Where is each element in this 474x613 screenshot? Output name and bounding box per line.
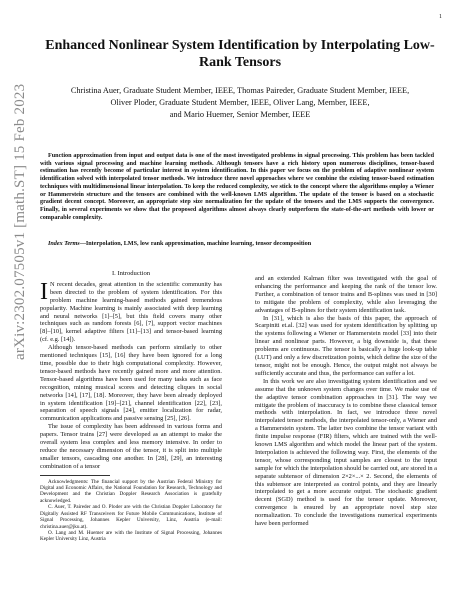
intro-paragraph-1 (40, 278, 222, 344)
intro-paragraph-4: and an extended Kalman filter was investigated with the goal of enhancing the performance and keeping the rank of the tensor low. Further, a combination of tensor trains and B-splines was used in [30] to mitigate the problem of complexity, while also leveraging the advantages of B-splines for their system identification task. (255, 275, 437, 314)
intro-paragraph-2: Although tensor-based methods can perform similarly to other mentioned techniques [15], [16] they have been ignored for a long time, possible due to their high computational complexity. However, tensor-based methods have recently gained more and more attention. Tensor-based algorithms have been used for many tasks such as face recognition, mining musical scores and detecting cliques in social networks [14], [17], [18]. Moreover, they have been already deployed in system identification [19]–[21], channel identification [22], [23], separation of speech signals [24], emitter localization for radar, communication applications and passive sensing [25], [26]. (40, 344, 222, 423)
author-line-1: Christina Auer, Graduate Student Member, IEEE, Thomas Paireder, Graduate Student Member, IEEE, (70, 86, 410, 95)
drop-cap: I (40, 278, 48, 305)
intro-paragraph-6: In this work we are also investigating system identification and we assume that the unknown system changes over time. We make use of the adaptive tensor combination approaches in [31]. The way we mitigate the problem of inaccuracy is to combine these classical tensor methods with interpolation. In fact, we introduce three novel interpolated tensor methods, the interpolated tensor-only, a Wiener and a Hammerstein system. The latter two combine the tensor variant with finite impulse response (FIR) filters, which are trained with the well-known LMS algorithm and which model the linear part of the system. Interpolation is achieved the following way. First, the elements of the tensor, whose corresponding input samples are closest to the input sample for which the interpolation should be carried out, are stored in a separate subtensor of dimension 2×2×...× 2. Second, the elements of this subtensor are interpreted as control points, and they are linearly interpolated to get a more accurate output. The stochastic gradient decent (SGD) method is used for the tensor update. Moreover, convergence is ensured by an appropriate novel step size normalization. To conclude the investigations numerical experiments have been performed (255, 377, 437, 528)
abstract: Function approximation from input and output data is one of the most investigated problems in signal processing. This problem has been tackled with various signal processing and machine learning methods. Although tensors have a rich history upon numerous disciplines, tensor-based estimation has recently become of particular interest in system identification. In this paper we focus on the problem of adaptive nonlinear system identification solved with interpolated tensor methods. We introduce three novel approaches where we combine the existing tensor-based estimation techniques with multidimensional linear interpolation. To keep the reduced complexity, we stick to the concept where the algorithms employ a Wiener or Hammerstein structure and the tensors are combined with the well-known LMS algorithm. The update of the tensor is based on a stochastic gradient decent concept. Moreover, an appropriate step size normalization for the update of the tensors and the LMS supports the convergence. Finally, in several experiments we show that the proposed algorithms almost always clearly outperform the state-of-the-art methods with lower or comparable complexity. (40, 153, 434, 221)
footnote-affiliation-2: O. Lang and M. Huemer are with the Institute of Signal Processing, Johannes Kepler University Linz, Austria (40, 529, 222, 543)
author-line-3: and Mario Huemer, Senior Member, IEEE (169, 110, 311, 119)
author-block (40, 85, 440, 121)
footnote-divider (40, 475, 110, 476)
footnote-acknowledgments: Acknowledgments: The financial support by the Austrian Federal Ministry for Digital and Economic Affairs, the National Foundation for Research, Technology and Development and the Christian Doppler Research Association is gratefully acknowledged. (40, 478, 222, 504)
index-terms-text: —Interpolation, LMS, low rank approximation, machine learning, tensor decomposition (79, 241, 312, 247)
right-column (255, 275, 437, 528)
section-heading: I. Introduction (111, 270, 151, 277)
intro-paragraph-3: The issue of complexity has been addressed in various forms and papers. Tensor trains [27] were developed as an attempt to make the overall system less complex and less memory intensive. In order to reduce the necessary dimension of the tensor, it is split into multiple smaller tensors, cascading one another. In [28], [29], an interesting combination of a tensor (40, 423, 222, 470)
left-column (40, 270, 222, 543)
author-line-2: Oliver Ploder, Graduate Student Member, IEEE, Oliver Lang, Member, IEEE, (110, 98, 370, 107)
intro-paragraph-5: In [31], which is also the basis of this paper, the approach of Scarpiniti et.al. [32] was used for system identification by splitting up the systems following a Wiener or Hammerstein model [33] into their linear and nonlinear parts. However, a big downside is, that these problems are continuous. The tensor is basically a huge look-up table (LUT) and only a few discretization points, which define the size of the tensor, might not be enough. Hence, the output might not always be sufficiently accurate and thus, the performance can suffer a lot. (255, 314, 437, 377)
index-terms-lead: Index Terms (48, 241, 80, 247)
footnote-affiliation-1: C. Auer, T. Paireder and O. Ploder are with the Christian Doppler Laboratory for Digitally Assisted RF Transceivers for Future Mobile Communications, Institute of Signal Processing, Johannes Kepler University, Linz, Austria (e-mail: christina.auer@jku.at). (40, 504, 222, 530)
page-number: 1 (439, 14, 442, 20)
intro-paragraph-1-text: N recent decades, great attention in the scientific community has been directed to the problem of system identification. For this problem machine learning-based methods gained tremendous popularity. Machine learning is mainly associated with deep learning and neural networks [1]–[5], but this field covers many other techniques such as random forests [6], [7], support vector machines [8]–[10], kernel adaptive filters [11]–[13] and tensor-based learning (cf. e.g. [14]). (40, 280, 222, 344)
arxiv-identifier: arXiv:2302.07505v1 [math.ST] 15 Feb 2023 (12, 83, 28, 360)
index-terms (40, 241, 434, 249)
paper-title: Enhanced Nonlinear System Identification by Interpolating Low-Rank Tensors (45, 38, 435, 70)
